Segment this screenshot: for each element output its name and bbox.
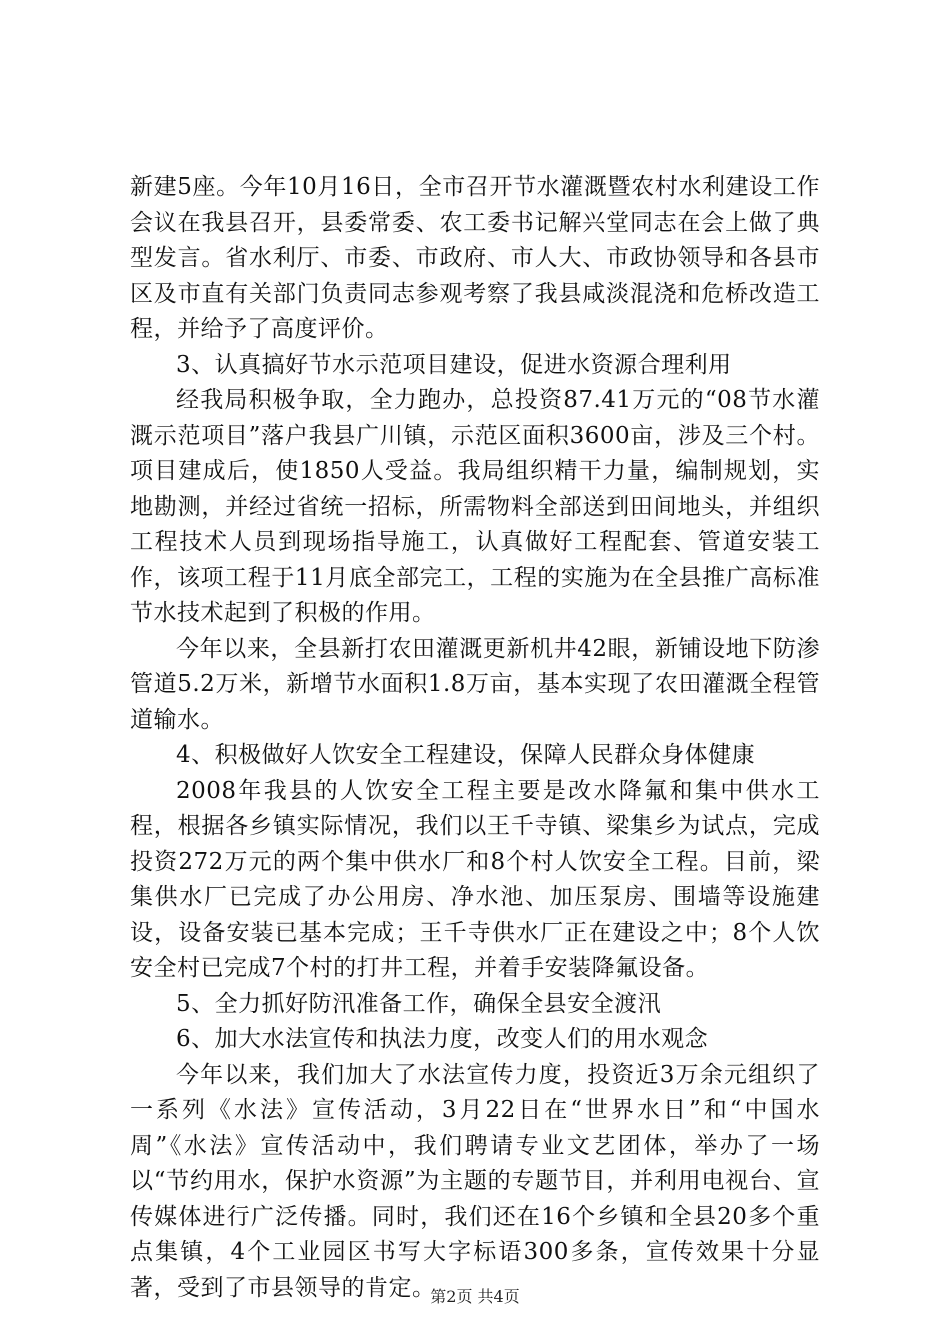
- paragraph-3: 经我局积极争取，全力跑办，总投资87.41万元的“08节水灌溉示范项目”落户我县广川镇，示范区面积3600亩，涉及三个村。项目建成后，使1850人受益。我局组织精干力量，编制规划，实地勘测，并经过省统一招标，所需物料全部送到田间地头，并组织工程技术人员到现场指导施工，认真做好工程配套、管道安装工作，该项工程于11月底全部完工，工程的实施为在全县推广高标准节水技术起到了积极的作用。: [130, 387, 820, 626]
- paragraph-4: 今年以来，全县新打农田灌溉更新机井42眼，新铺设地下防渗管道5.2万米，新增节水面积1.8万亩，基本实现了农田灌溉全程管道输水。: [130, 635, 820, 733]
- paragraph-9: 今年以来，我们加大了水法宣传力度，投资近3万余元组织了一系列《水法》宣传活动，3月22日在“世界水日”和“中国水周”《水法》宣传活动中，我们聘请专业文艺团体，举办了一场以“节约用水，保护水资源”为主题的专题节目，并利用电视台、宣传媒体进行广泛传播。同时，我们还在16个乡镇和全县20多个重点集镇，4个工业园区书写大字标语300多条，宣传效果十分显著，受到了市县领导的肯定。: [130, 1061, 820, 1301]
- page-number-footer: 第2页 共4页: [430, 1287, 520, 1306]
- paragraph-6: 2008年我县的人饮安全工程主要是改水降氟和集中供水工程，根据各乡镇实际情况，我们以王千寺镇、梁集乡为试点，完成投资272万元的两个集中供水厂和8个村人饮安全工程。目前，梁集供水厂已完成了办公用房、净水池、加压泵房、围墙等设施建设，设备安装已基本完成；王千寺供水厂正在建设之中；8个人饮安全村已完成7个村的打井工程，并着手安装降氟设备。: [130, 777, 820, 981]
- paragraph-1: 新建5座。今年10月16日，全市召开节水灌溉暨农村水利建设工作会议在我县召开，县委常委、农工委书记解兴堂同志在会上做了典型发言。省水利厅、市委、市政府、市人大、市政协领导和各县市区及市直有关部门负责同志参观考察了我县咸淡混浇和危桥改造工程，并给予了高度评价。: [130, 174, 820, 342]
- section-heading-3: 3、认真搞好节水示范项目建设，促进水资源合理利用: [176, 351, 732, 378]
- section-heading-5: 5、全力抓好防汛准备工作，确保全县安全渡汛: [176, 990, 662, 1017]
- section-heading-6: 6、加大水法宣传和执法力度，改变人们的用水观念: [176, 1026, 709, 1052]
- document-body: [130, 170, 820, 1306]
- section-heading-4: 4、积极做好人饮安全工程建设，保障人民群众身体健康: [176, 742, 756, 768]
